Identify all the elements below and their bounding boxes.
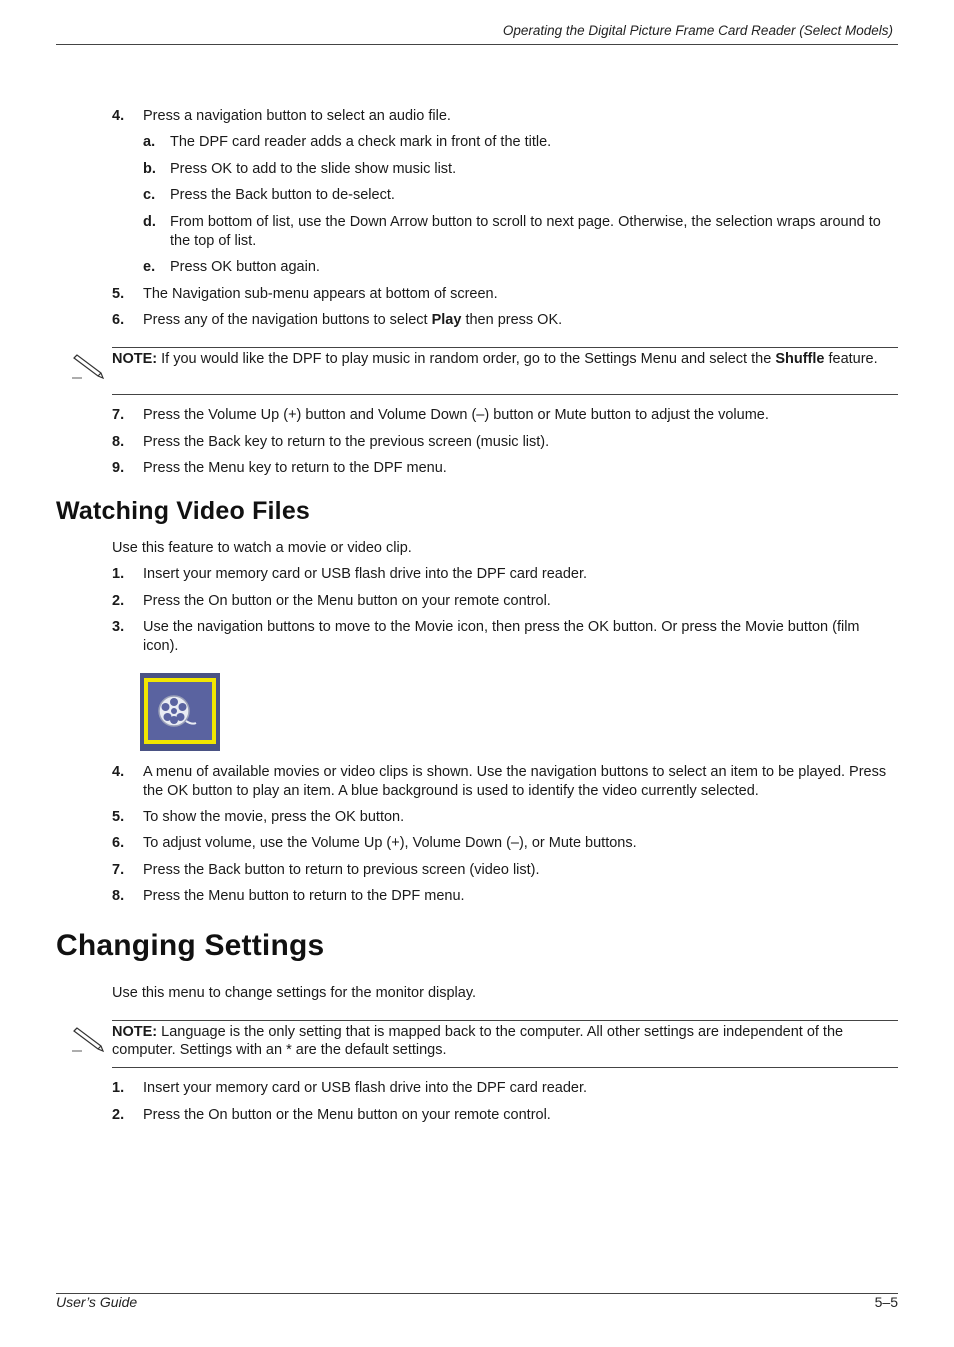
step-text: Press the Menu key to return to the DPF menu. [143, 460, 447, 476]
note-top-rule [112, 1020, 898, 1021]
step-text: A menu of available movies or video clips is shown. Use the navigation buttons to select an item to be played. Press the OK button to play an item. A blue background is used to identify the video currently selected. [143, 764, 887, 799]
step-text: Use the navigation buttons to move to the Movie icon, then press the OK button. Or press the Movie button (film icon). [143, 619, 860, 654]
step-number: 8. [112, 888, 125, 904]
step-text: To show the movie, press the OK button. [143, 809, 405, 825]
movie-icon-screenshot [140, 673, 220, 751]
section-intro: Use this menu to change settings for the monitor display. [112, 985, 477, 1001]
step-text: Insert your memory card or USB flash drive into the DPF card reader. [143, 566, 588, 582]
step-number: 7. [112, 407, 125, 423]
step-number: 4. [112, 764, 125, 780]
section-heading-video: Watching Video Files [56, 497, 311, 525]
step-number: 5. [112, 809, 125, 825]
step-text: Press the On button or the Menu button on your remote control. [143, 1107, 551, 1123]
step-number: 6. [112, 835, 125, 851]
substep-letter: e. [143, 259, 156, 275]
note-text: Language is the only setting that is mapped back to the computer. All other settings are independent of the computer. Settings with an * are the default settings. [112, 1024, 844, 1058]
substep-text: Press OK to add to the slide show music list. [170, 161, 457, 177]
step-text: Press the Menu button to return to the DPF menu. [143, 888, 465, 904]
section-intro: Use this feature to watch a movie or video clip. [112, 540, 412, 556]
step-number: 6. [112, 312, 125, 328]
note-top-rule [112, 347, 898, 348]
step-text [143, 311, 562, 330]
step-number: 2. [112, 593, 125, 609]
substep-letter: a. [143, 134, 156, 150]
shuffle-keyword: Shuffle [775, 351, 825, 367]
step-text: Press the On button or the Menu button on your remote control. [143, 593, 551, 609]
pencil-note-icon [70, 1025, 106, 1053]
note-text: If you would like the DPF to play music in random order, go to the Settings Menu and select the [157, 351, 776, 367]
substep-letter: c. [143, 187, 156, 203]
step-text-part: then press OK. [461, 312, 563, 328]
note-language [112, 1023, 898, 1059]
step-number: 7. [112, 862, 125, 878]
pencil-note-icon [70, 352, 106, 380]
step-text: To adjust volume, use the Volume Up (+), Volume Down (–), or Mute buttons. [143, 835, 637, 851]
substep-text: Press OK button again. [170, 259, 320, 275]
header-rule [56, 44, 898, 45]
substep-letter: b. [143, 161, 156, 177]
page-number: 5–5 [874, 1294, 898, 1310]
step-number: 1. [112, 1080, 125, 1096]
note-bottom-rule [112, 1067, 898, 1068]
running-header: Operating the Digital Picture Frame Card Reader (Select Models) [502, 23, 893, 38]
step-number: 1. [112, 566, 125, 582]
note-bottom-rule [112, 394, 898, 395]
step-text-part: Press any of the navigation buttons to select [143, 312, 432, 328]
note-label: NOTE: [112, 351, 158, 367]
step-number: 4. [112, 108, 125, 124]
step-text: Press the Volume Up (+) button and Volume Down (–) button or Mute button to adjust the volume. [143, 407, 769, 423]
section-heading-settings: Changing Settings [56, 929, 325, 962]
substep-text: Press the Back button to de-select. [170, 187, 395, 203]
step-number: 8. [112, 434, 125, 450]
footer-title: User’s Guide [56, 1294, 138, 1310]
substep-text: The DPF card reader adds a check mark in front of the title. [170, 134, 552, 150]
note-text: feature. [824, 351, 878, 367]
step-text: The Navigation sub-menu appears at bottom of screen. [143, 286, 498, 302]
step-number: 9. [112, 460, 125, 476]
film-reel-icon [140, 673, 220, 751]
step-text: Press a navigation button to select an audio file. [143, 108, 451, 124]
step-text: Insert your memory card or USB flash drive into the DPF card reader. [143, 1080, 588, 1096]
step-text: Press the Back button to return to previous screen (video list). [143, 862, 540, 878]
step-text: Press the Back key to return to the previous screen (music list). [143, 434, 550, 450]
substep-letter: d. [143, 214, 156, 230]
note-label: NOTE: [112, 1024, 158, 1040]
footer-rule [56, 1293, 898, 1294]
play-keyword: Play [431, 312, 462, 328]
note-shuffle [112, 350, 898, 368]
step-number: 2. [112, 1107, 125, 1123]
substep-text: From bottom of list, use the Down Arrow button to scroll to next page. Otherwise, the selection wraps around to the top of list. [170, 214, 881, 249]
step-number: 3. [112, 619, 125, 635]
step-number: 5. [112, 286, 125, 302]
